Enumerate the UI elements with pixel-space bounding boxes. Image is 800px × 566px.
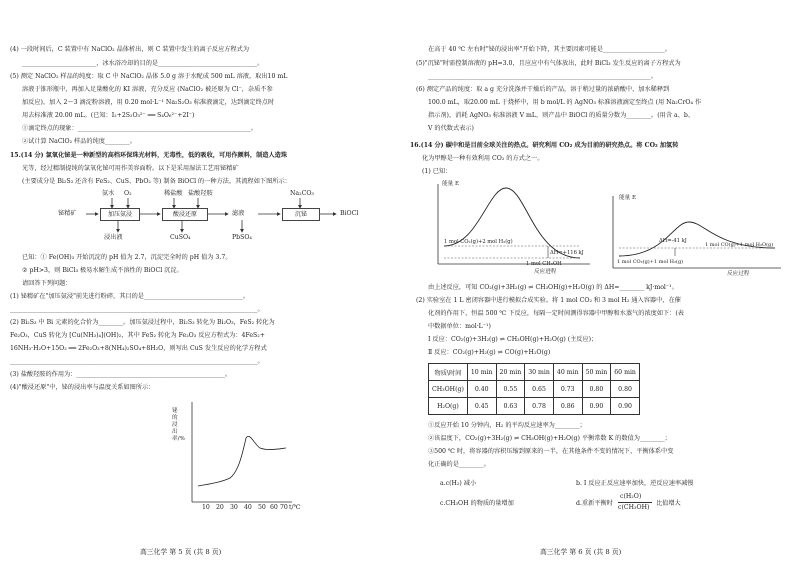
table-cell: 0.55 (496, 381, 525, 398)
q15-5-line1: (5)"沉铋"时需控制溶液的 pH=3.0，且应应中有气体放出，此时 BiCl₃ 发生反应的离子方程式为 (416, 60, 681, 67)
energy2-right-label: 1 mol CO(g)+1 mol H₂O(g) (705, 242, 774, 248)
leach-curve (198, 436, 286, 486)
tick-30: 30 (230, 504, 238, 511)
energy2-xlabel: 反应过程 (727, 271, 750, 277)
flow-top-na2co3: Na₂CO₃ (290, 190, 314, 197)
q15-6-line1: (6) 测定产品的纯度：取 a g 充分洗涤并干燥后的产品，溶于稍过量的浓硝酸中，加水稀释到 (416, 86, 670, 93)
tick-60: 60 (270, 504, 278, 511)
tick-70: 70 (280, 504, 288, 511)
flow-top-hydroxylamine: 盐酸羟胺 (188, 190, 213, 197)
flow-chart (58, 190, 388, 250)
flow-top-oxygen: O₂ (124, 190, 132, 197)
table-cell: 0.73 (553, 381, 582, 398)
table-cell: CH₃OH(g) (429, 381, 468, 398)
energy1-ylabel: 能量 E (442, 181, 460, 187)
answer-prompt: 请回答下列问题： (22, 280, 72, 287)
reaction-2: Ⅱ 反应：CO₂(g)+H₂(g) ⇌ CO(g)+H₂O(g) (428, 349, 551, 356)
q15-1-line1: (1) 铋精矿在"加压氨浸"前先进行粉碎，其目的是________________________________。 (10, 293, 250, 300)
energy-curve-2 (619, 222, 775, 256)
table-header: 60 min (611, 364, 640, 381)
table-header: 40 min (553, 364, 582, 381)
fraction-bar (618, 502, 652, 503)
energy2-ylabel: 能量 E (619, 195, 637, 201)
flow-bottom-leachate: 浸出液 (104, 234, 123, 241)
flow-node-acid-reduction: 酸浸还原 (162, 208, 208, 221)
q15-3: (3) 盐酸羟胺的作用为：________________________________________________。 (10, 371, 232, 378)
table-row (429, 398, 640, 415)
reaction-1: Ⅰ 反应：CO₂(g)+3H₂(g) ⇌ CH₃OH(g)+H₂O(g) (主反应)； (428, 336, 598, 343)
q15-5-line2: ________________________________________________________________________。 (428, 73, 657, 80)
tick-20: 20 (216, 504, 224, 511)
energy-diagram-2 (605, 192, 785, 280)
option-d-prefix: d.重新平衡时 (576, 500, 613, 507)
flow-bottom-pbso4: PbSO₄ (232, 234, 252, 241)
q16-2-sub3b: 化正确的是________。 (428, 461, 490, 468)
q14-5-line1: (5) 测定 NaClO₂ 样品的纯度：取 C 中 NaClO₂ 晶体 5.0 g 溶于水配成 500 mL 溶液，取出10 mL (10, 73, 288, 80)
flow-node-ammonia-leach: 加压氨浸 (100, 208, 140, 221)
option-c: c.CH₃OH 的物质的量增加 (440, 500, 514, 507)
option-d (576, 493, 776, 513)
flow-node-precipitate: 沉铋 (282, 208, 320, 221)
flow-top-ammonia: 氨水 (102, 190, 115, 197)
table-cell: 0.90 (611, 398, 640, 415)
q15-6-line4: V 的代数式表示) (428, 125, 474, 132)
tick-50: 50 (258, 504, 266, 511)
q16-line2: (1) 已知： (422, 168, 452, 175)
q16-2-sub3a: ③500 ℃ 时，将容器的容积压缩到原来的一半，在其他条件不变的情况下，平衡体系中变 (428, 448, 674, 455)
table-cell: 0.80 (582, 381, 611, 398)
energy1-bottom-label: 1 mol CH₃OH (526, 261, 562, 267)
flow-top-hcl: 稀盐酸 (164, 190, 183, 197)
table-cell: 0.86 (553, 398, 582, 415)
q14-5-sub2: ②试计算 NaClO₂ 样品的纯度________。 (22, 138, 136, 145)
table-cell: 0.65 (525, 381, 554, 398)
q15-2-line4: ________________________________________________________________________________。 (10, 358, 264, 365)
q15-2-line3: 16NH₃·H₂O+15O₂ ══ 2Fe₂O₃+8(NH₄)₂SO₄+8H₂O，则写出 CuS 发生反应的化学方程式 (10, 345, 267, 352)
option-d-numerator: c(H₂O) (620, 493, 642, 500)
right-page (400, 0, 800, 566)
table-cell: 0.90 (582, 398, 611, 415)
q16-2-line3: 中数据单位：mol·L⁻¹) (428, 323, 491, 330)
q16-2-sub2: ②该温度下，CO₂(g)+3H₂(g) ⇌ CH₃OH(g)+H₂O(g) 平衡常数 K 的数值为________； (428, 435, 671, 442)
q16-2-line2: 化剂的作用下，恒温 500 ℃ 下反应，每隔一定时间测得容器中甲醇和水蒸气的浓度如下：(表 (428, 310, 684, 317)
q16-header: 16.(14 分) 碳中和是目前全球关注的热点。研究利用 CO₂ 成为目前的研究热点。将 CO₂ 加氢转 (410, 142, 679, 149)
leach-x-label: t/℃ (289, 504, 301, 511)
energy1-xlabel: 反应进程 (534, 269, 557, 275)
flow-node-filtrate: 滤液 (232, 210, 245, 217)
table-header: 50 min (582, 364, 611, 381)
table-cell: 0.45 (467, 398, 496, 415)
table-cell: 0.80 (611, 381, 640, 398)
table-header: 10 min (467, 364, 496, 381)
flow-bottom-cuso4: CuSO₄ (170, 234, 191, 241)
option-a: a.c(H₂) 减小 (440, 480, 477, 487)
q15-line2: (主要成分是 Bi₂S₃ 还含有 FeS₂、CuS、PbO₂ 等) 制备 BiOCl 的一种方法，其流程如下图所示： (22, 178, 291, 185)
q15-6-line3: 指示剂)，消耗 AgNO₃ 标准溶液 V mL，则产品中 BiOCl 的质量分数为________。(用含 a、b、 (428, 112, 695, 119)
known-1: 已知：① Fe(OH)₃ 开始沉淀的 pH 值为 2.7，沉淀完全时的 pH 值为 3.7。 (22, 254, 232, 261)
energy1-top-label: 1 mol CO₂(g)+2 mol H₂(g) (444, 239, 513, 245)
tick-40: 40 (244, 504, 252, 511)
tick-10: 10 (202, 504, 210, 511)
concentration-table (428, 363, 640, 415)
q14-4-line1: (4) 一段时间后，C 装置中有 NaClO₂ 晶体析出，则 C 装置中发生的离子反应方程式为 (10, 46, 250, 53)
table-cell: 0.78 (525, 398, 554, 415)
energy2-dh: ΔH=-41 kJ (659, 238, 687, 244)
q15-4-cont: 在高于 40 ℃ 左右时"铋的浸出率"开始下降，其主要因素可能是____________________。 (428, 46, 671, 53)
table-header: 30 min (525, 364, 554, 381)
q15-1-line2: ________________________________________________________________________________。 (10, 306, 264, 313)
q16-2-sub1: ①反应开始 10 分钟内，H₂ 的平均反应速率为________； (428, 422, 586, 429)
table-cell: 0.63 (496, 398, 525, 415)
table-header-row (429, 364, 640, 381)
flow-node-product: BiOCl (340, 210, 359, 217)
energy-diagram-1 (430, 178, 600, 278)
q15-4: (4)"酸浸还原"中，铋的浸出率与温度关系如图所示： (10, 384, 155, 391)
q15-line1: 光等，经过精制提纯的氯氧化铋可用作美容面粉。以下是采用湿法工艺用铋精矿 (22, 165, 239, 172)
q16-1-answer: 由上述反应，可知 CO₂(g)+3H₂(g) ⇌ CH₃OH(g)+H₂O(g) 的 ΔH=________ kJ·mol⁻¹。 (428, 284, 678, 291)
option-d-suffix: 比值增大 (656, 500, 681, 507)
table-cell: H₂O(g) (429, 398, 468, 415)
flow-node-ore: 铋精矿 (58, 210, 77, 217)
q15-2-line2: Fe₂O₃，CuS 转化为 [Cu(NH₃)₄](OH)₂，其中 FeS₂ 转化为 Fe₂O₃ 反应方程式为：4FeS₂+ (10, 332, 265, 339)
q14-5-sub1: ①滴定终点的现象：________________________________________________________。 (22, 125, 258, 132)
option-b: b. Ⅰ 反应正反应速率加快，逆反应速率减慢 (576, 480, 694, 487)
q15-6-line2: 100.0 mL，取20.00 mL 于烧杯中，用 b mol/L 的 AgNO₃ 标准溶液滴定至终点 (用 Na₂CrO₄ 作 (428, 99, 702, 106)
q14-5-line3: 加反应)，加入 2～3 滴淀粉溶液，用 0.20 mol·L⁻¹ Na₂S₂O₃ 标准液滴定，达到滴定终点时 (22, 99, 275, 106)
footer-left: 高三化学 第 5 页 (共 8 页) (140, 548, 222, 556)
table-cell: 0.40 (467, 381, 496, 398)
q14-4-line2: ________________________，冰水浴冷却的目的是________________________________。 (22, 60, 264, 67)
table-header: 物质\时间 (429, 364, 468, 381)
footer-right: 高三化学 第 6 页 (共 8 页) (540, 548, 622, 556)
energy-curve-1 (444, 188, 580, 258)
energy1-dh: ΔH=+116 kJ (550, 250, 584, 256)
table-row (429, 381, 640, 398)
leach-y-label: 铋的浸出率/% (172, 408, 185, 442)
known-2: ② pH>3，则 BiCl₃ 极易水解生成不溶性的 BiOCl 沉淀。 (22, 267, 183, 274)
q15-2-line1: (2) Bi₂S₃ 中 Bi 元素的化合价为________。加压氨浸过程中，Bi₂S₃ 转化为 Bi₂O₃，FeS₂ 转化为 (10, 319, 275, 326)
option-d-denominator: c(CH₃OH) (618, 504, 650, 511)
q14-5-line2: 溶液于锥形瓶中，再加入足量酸化的 KI 溶液，充分反应 (NaClO₂ 被还原为 Cl⁻，杂质不参 (22, 86, 273, 93)
q14-5-line4: 用去标准液 20.00 mL。(已知：I₂+2S₂O₃²⁻ ══ S₄O₆²⁻+2I⁻) (22, 112, 195, 119)
leach-rate-chart (170, 398, 300, 516)
table-header: 20 min (496, 364, 525, 381)
q16-2-line1: (2) 实验室在 1 L 密闭容器中进行模拟合成实验。将 1 mol CO₂ 和 3 mol H₂ 通入容器中，在催 (416, 297, 681, 304)
q15-header: 15.(14 分) 氯氧化铋是一种新型的高档环保珠光材料，无毒性，低的吸收，可用作颜料，制造人造珠 (10, 152, 288, 159)
energy2-left-label: 1 mol CO₂(g)+1 mol H₂(g) (617, 259, 684, 265)
q16-line1: 化为甲醇是一种有效利用 CO₂ 的方式之一。 (422, 155, 544, 162)
